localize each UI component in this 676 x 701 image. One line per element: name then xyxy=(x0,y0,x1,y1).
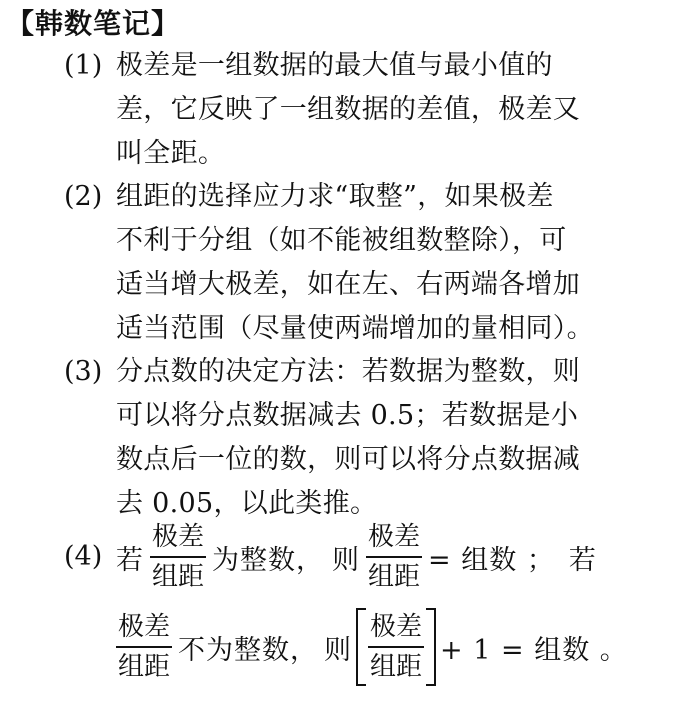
item-number: (4) xyxy=(64,541,103,572)
text-line: 适当增大极差，如在左、右两端各增加 xyxy=(116,269,581,300)
text-line: 组距的选择应力求“取整”，如果极差 xyxy=(116,181,554,212)
fraction-numerator: 极差 xyxy=(118,612,171,642)
fraction-range-over-width xyxy=(368,602,424,692)
item-number: (3) xyxy=(64,356,103,387)
text-line: 去 0.05，以此类推。 xyxy=(116,488,378,519)
notes-heading: 【韩数笔记】 xyxy=(6,7,181,40)
fraction-denominator: 组距 xyxy=(368,562,421,592)
fraction-range-over-width xyxy=(116,602,172,692)
text-not-integer: 不为整数， xyxy=(178,634,319,666)
text-equals-groups: = 组数 ； xyxy=(428,544,555,576)
fraction-numerator: 极差 xyxy=(152,522,205,552)
formula-block xyxy=(116,512,668,692)
item-number: (2) xyxy=(64,181,103,212)
text-ze: 则 xyxy=(332,544,361,576)
text-line: 叫全距。 xyxy=(116,138,226,169)
fraction-range-over-width xyxy=(366,512,422,602)
ceiling-bracket xyxy=(356,602,436,692)
text-line: 适当范围（尽量使两端增加的量相同）。 xyxy=(116,313,594,344)
text-line: 差，它反映了一组数据的差值，极差又 xyxy=(116,94,581,125)
fraction-denominator: 组距 xyxy=(118,652,171,682)
fraction-numerator: 极差 xyxy=(368,522,421,552)
item-text xyxy=(116,350,668,526)
text-line: 不利于分组（如不能被组数整除），可 xyxy=(116,225,567,256)
text-plus-one-equals-groups: + 1 = 组数 。 xyxy=(440,634,628,666)
text-line: 分点数的决定方法：若数据为整数，则 xyxy=(116,356,581,387)
text-line: 极差是一组数据的最大值与最小值的 xyxy=(116,50,553,81)
text-line: 数点后一位的数，则可以将分点数据减 xyxy=(116,444,581,475)
text-ze-2: 则 xyxy=(324,634,353,666)
item-text xyxy=(116,175,668,351)
text-ruo: 若 xyxy=(116,544,144,576)
formula-line-2 xyxy=(116,602,668,692)
formula-line-1 xyxy=(116,512,668,602)
item-text xyxy=(116,44,668,176)
fraction-range-over-width xyxy=(150,512,206,602)
text-line: 可以将分点数据减去 0.5；若数据是小 xyxy=(116,400,579,431)
fraction-denominator: 组距 xyxy=(152,562,205,592)
text-is-integer: 为整数， xyxy=(212,544,325,576)
item-number: (1) xyxy=(64,50,103,81)
fraction-denominator: 组距 xyxy=(370,652,423,682)
text-ruo-2: 若 xyxy=(568,544,597,576)
fraction-numerator: 极差 xyxy=(370,612,423,642)
